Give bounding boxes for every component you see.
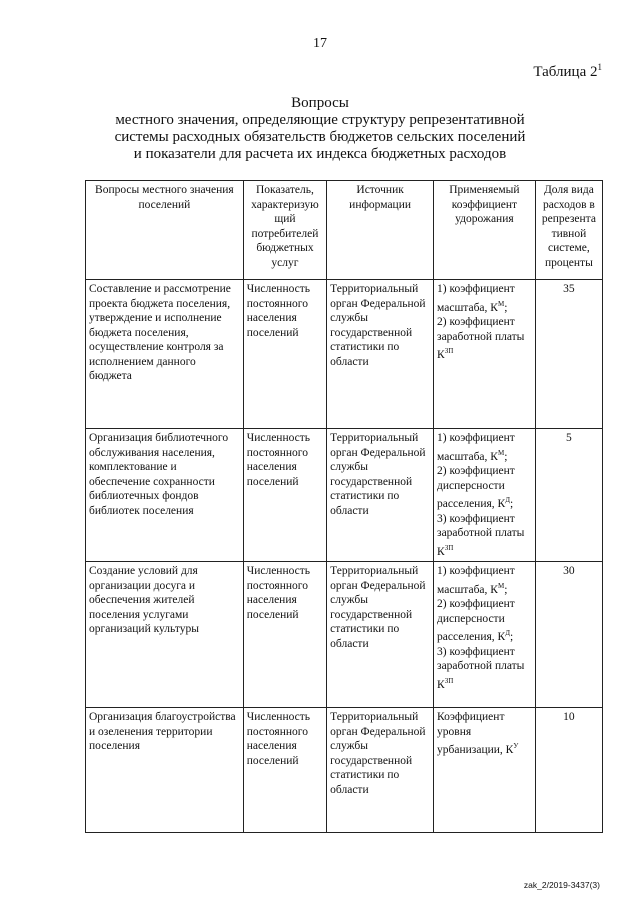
cell-coefficient xyxy=(434,429,536,562)
coefficient-item: 3) коэффициент заработной платы $К^{ЗП}$ xyxy=(437,512,525,558)
cell-source: Территориальный орган Федеральной службы государственной статистики по области xyxy=(327,562,434,708)
cell-share: 10 xyxy=(535,708,602,833)
table-row xyxy=(86,429,603,562)
coefficient-item: 1) коэффициент масштаба, $К^М$; xyxy=(437,283,515,314)
coefficient-item: Коэффициент уровня урбанизации, $К^У$ xyxy=(437,711,519,756)
cell-coefficient xyxy=(434,280,536,429)
cell-source: Территориальный орган Федеральной службы государственной статистики по области xyxy=(327,280,434,429)
cell-question: Организация библиотечного обслуживания населения, комплектование и обеспечение сохранности библиотечных фондов библиотек поселения xyxy=(86,429,244,562)
coefficient-item: 1) коэффициент масштаба, $К^М$; xyxy=(437,565,515,596)
table-row xyxy=(86,708,603,833)
document-title xyxy=(0,95,640,163)
title-line-2: местного значения, определяющие структуру репрезентативной xyxy=(115,112,525,128)
title-line-4: и показатели для расчета их индекса бюджетных расходов xyxy=(133,146,507,162)
expenditure-structure-table xyxy=(85,180,603,833)
title-line-3: системы расходных обязательств бюджетов сельских поселений xyxy=(114,129,526,145)
cell-indicator: Численность постоянного населения поселений xyxy=(243,429,326,562)
header-share: Доля вида расходов в репрезента тивной системе, проценты xyxy=(535,181,602,280)
header-source: Источник информации xyxy=(327,181,434,280)
table-row xyxy=(86,280,603,429)
cell-source: Территориальный орган Федеральной службы государственной статистики по области xyxy=(327,708,434,833)
table-row xyxy=(86,562,603,708)
header-question: Вопросы местного значения поселений xyxy=(86,181,244,280)
cell-indicator: Численность постоянного населения поселений xyxy=(243,280,326,429)
cell-coefficient xyxy=(434,708,536,833)
table-label xyxy=(533,62,602,81)
header-indicator: Показатель, характеризую щий потребителей бюджетных услуг xyxy=(243,181,326,280)
cell-coefficient xyxy=(434,562,536,708)
title-line-1: Вопросы xyxy=(291,95,349,111)
cell-share: 5 xyxy=(535,429,602,562)
cell-share: 30 xyxy=(535,562,602,708)
coefficient-item: 2) коэффициент дисперсности расселения, $К^Д$; xyxy=(437,465,515,510)
cell-indicator: Численность постоянного населения поселений xyxy=(243,562,326,708)
coefficient-item: 1) коэффициент масштаба, $К^М$; xyxy=(437,432,515,463)
header-coefficient: Применяемый коэффициент удорожания xyxy=(434,181,536,280)
page-number: 17 xyxy=(313,36,327,51)
cell-indicator: Численность постоянного населения поселений xyxy=(243,708,326,833)
cell-source: Территориальный орган Федеральной службы государственной статистики по области xyxy=(327,429,434,562)
cell-question: Создание условий для организации досуга и обеспечения жителей поселения услугами организаций культуры xyxy=(86,562,244,708)
cell-question: Составление и рассмотрение проекта бюджета поселения, утверждение и исполнение бюджета поселения, осуществление контроля за исполнением данного бюджета xyxy=(86,280,244,429)
coefficient-item: 2) коэффициент дисперсности расселения, $К^Д$; xyxy=(437,598,515,643)
table-header-row xyxy=(86,181,603,280)
cell-question: Организация благоустройства и озеленения территории поселения xyxy=(86,708,244,833)
document-code: zak_2/2019-3437(3) xyxy=(523,880,600,890)
cell-share: 35 xyxy=(535,280,602,429)
table-label-footnote: 1 xyxy=(597,62,602,72)
table-label-text: Таблица 2 xyxy=(533,64,598,80)
coefficient-item: 3) коэффициент заработной платы $К^{ЗП}$ xyxy=(437,645,525,691)
coefficient-item: 2) коэффициент заработной платы $К^{ЗП}$ xyxy=(437,316,525,361)
